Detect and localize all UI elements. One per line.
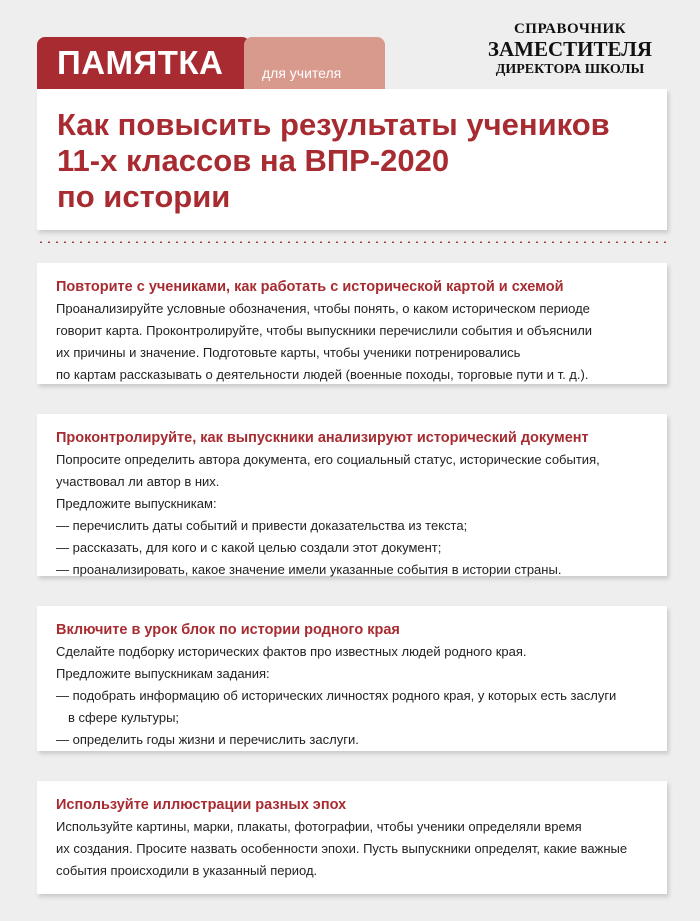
tip-list-item-continued: в сфере культуры; [68,710,180,725]
tip-list-item: — перечислить даты событий и привести доказательства из текста; [56,518,468,533]
dotted-divider [37,241,667,243]
logo-line-3: ДИРЕКТОРА ШКОЛЫ [495,62,645,77]
tip-line: Сделайте подборку исторических фактов про известных людей родного края. [56,644,527,659]
tip-card-illustrations [37,781,667,894]
audience-tab [244,37,385,89]
tip-card-document [37,414,667,576]
tip-list-item: — рассказать, для кого и с какой целью создали этот документ; [56,540,442,555]
tip-list-item: — определить годы жизни и перечислить заслуги. [56,732,359,747]
publication-logo [480,22,660,77]
tip-line: Используйте картины, марки, плакаты, фотографии, чтобы ученики определяли время [56,819,582,834]
tip-card-local-history [37,606,667,751]
title-card [37,89,667,230]
tip-line: говорит карта. Проконтролируйте, чтобы выпускники перечислили события и объяснили [56,323,593,338]
logo-line-2: ЗАМЕСТИТЕЛЯ [487,37,653,61]
tip-line: их причины и значение. Подготовьте карты, чтобы ученики потренировались [56,345,521,360]
tip-list-item: — подобрать информацию об исторических личностях родного края, у которых есть заслуги [56,688,617,703]
tip-list-item: — проанализировать, какое значение имели указанные события в истории страны. [56,562,562,577]
tip-heading: Повторите с учениками, как работать с исторической картой и схемой [56,279,564,295]
page-title: Как повысить результаты учеников 11-х классов на ВПР-2020 по истории [57,107,610,214]
tip-line: Предложите выпускникам: [56,496,217,511]
tip-card-map [37,263,667,384]
tip-line: Попросите определить автора документа, его социальный статус, исторические события, [56,452,600,467]
memo-tab-label: ПАМЯТКА [57,44,224,81]
tip-heading: Проконтролируйте, как выпускники анализируют исторический документ [56,430,589,446]
tip-heading: Используйте иллюстрации разных эпох [56,797,347,813]
tip-line: по картам рассказывать о деятельности людей (военные походы, торговые пути и т. д.). [56,367,589,382]
tip-line: Предложите выпускникам задания: [56,666,270,681]
audience-label: для учителя [262,65,342,81]
logo-line-1: СПРАВОЧНИК [513,21,627,37]
tip-heading: Включите в урок блок по истории родного края [56,622,400,638]
memo-tab [37,37,250,89]
tip-line: их создания. Просите назвать особенности эпохи. Пусть выпускники определят, какие важные [56,841,628,856]
tip-line: участвовал ли автор в них. [56,474,220,489]
tip-line: Проанализируйте условные обозначения, чтобы понять, о каком историческом периоде [56,301,590,316]
tip-line: события происходили в указанный период. [56,863,318,878]
